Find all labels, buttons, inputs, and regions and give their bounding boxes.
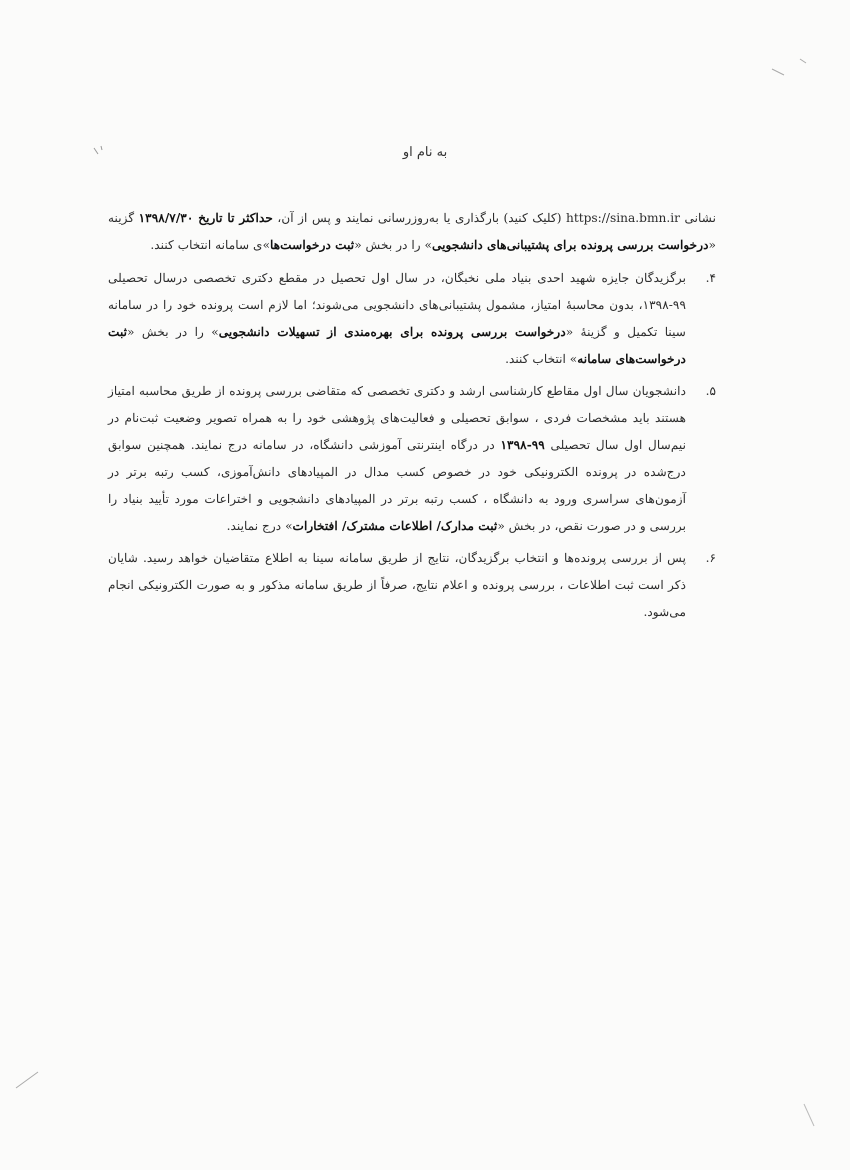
intro-paragraph [108, 205, 716, 259]
item5-text-1: دانشجویان سال اول مقاطع کارشناسی ارشد و دکتری تخصصی که متقاضی بررسی پرونده از طریق محاسبه امتیاز هستند باید مشخصات فردی ، سوابق تحصیلی و فعالیت‌های پژوهشی خود را به همراه تصویر وضعیت ثبت‌نام در نیم‌سال اول سال تحصیلی [108, 384, 687, 452]
item6-text: پس از بررسی پرونده‌ها و انتخاب برگزیدگان، نتایج از طریق سامانه سینا به اطلاع متقاضیان خواهد رسید. شایان ذکر است ثبت اطلاعات ، بررسی پرونده و اعلام نتایج، صرفاً از طریق سامانه مذکور و به صورت الکترونیکی انجام می‌شود. [108, 551, 686, 619]
intro-text-3: گزینه « [108, 211, 716, 252]
scan-mark-top-right [770, 55, 810, 80]
intro-text-4: » را در بخش « [354, 238, 432, 252]
list-item-6 [108, 545, 716, 626]
item4-text-2: » را در بخش « [127, 325, 219, 339]
intro-request-bold: درخواست بررسی پرونده برای پشتیبانی‌های دانشجویی [431, 238, 709, 252]
document-heading: به نام او [402, 145, 448, 160]
sina-url-link[interactable]: https://sina.bmn.ir [565, 211, 680, 225]
list-number-4: ۴. [705, 271, 716, 285]
document-body [108, 205, 716, 631]
item4-text-3: » انتخاب کنند. [505, 352, 578, 366]
item5-text-3: » درج نمایند. [226, 519, 293, 533]
item4-text-1: برگزیدگان جایزه شهید احدی بنیاد ملی نخبگان، در سال اول تحصیل در مقطع دکتری تخصصی درسال تحصیلی ۹۹-۱۳۹۸، بدون محاسبهٔ امتیاز، مشمول پشتیبانی‌های دانشجویی می‌شوند؛ اما لازم است پرونده خود را در سامانه سینا تکمیل و گزینهٔ « [108, 271, 686, 339]
scan-mark-bottom-right [800, 1100, 830, 1130]
item4-section-bold: ثبت درخواست‌های سامانه [108, 325, 686, 366]
intro-text-5: »ی سامانه انتخاب کنند. [150, 238, 271, 252]
intro-deadline-bold: حداکثر تا تاریخ ۱۳۹۸/۷/۳۰ [138, 211, 273, 225]
item5-text-2: در درگاه اینترنتی آموزشی دانشگاه، در سامانه درج نمایند. همچنین سوابق درج‌شده در پرونده الکترونیکی خود در خصوص کسب مدال در المپیادهای دانش‌آموزی، کسب رتبه برتر در آزمون‌های سراسری ورود به دانشگاه ، کسب رتبه برتر در المپیادهای دانشجویی و اختراعات مورد تأیید بنیاد را بررسی و در صورت نقص، در بخش « [108, 438, 686, 533]
item5-year-bold: ۹۹-۱۳۹۸ [500, 438, 545, 452]
list-number-6: ۶. [705, 551, 716, 565]
intro-text-1: نشانی [679, 211, 716, 225]
intro-section-bold: ثبت درخواست‌ها [270, 238, 355, 252]
list-item-5 [108, 378, 716, 540]
list-item-4 [108, 265, 716, 373]
item5-section-bold: ثبت مدارک/ اطلاعات مشترک/ افتخارات [292, 519, 498, 533]
item4-request-bold: درخواست بررسی پرونده برای بهره‌مندی از تسهیلات دانشجویی [218, 325, 566, 339]
intro-text-2: (کلیک کنید) بارگذاری یا به‌روزرسانی نمایند و پس از آن، [272, 211, 566, 225]
list-number-5: ۵. [705, 384, 716, 398]
scan-mark-bottom-left [14, 1068, 44, 1092]
